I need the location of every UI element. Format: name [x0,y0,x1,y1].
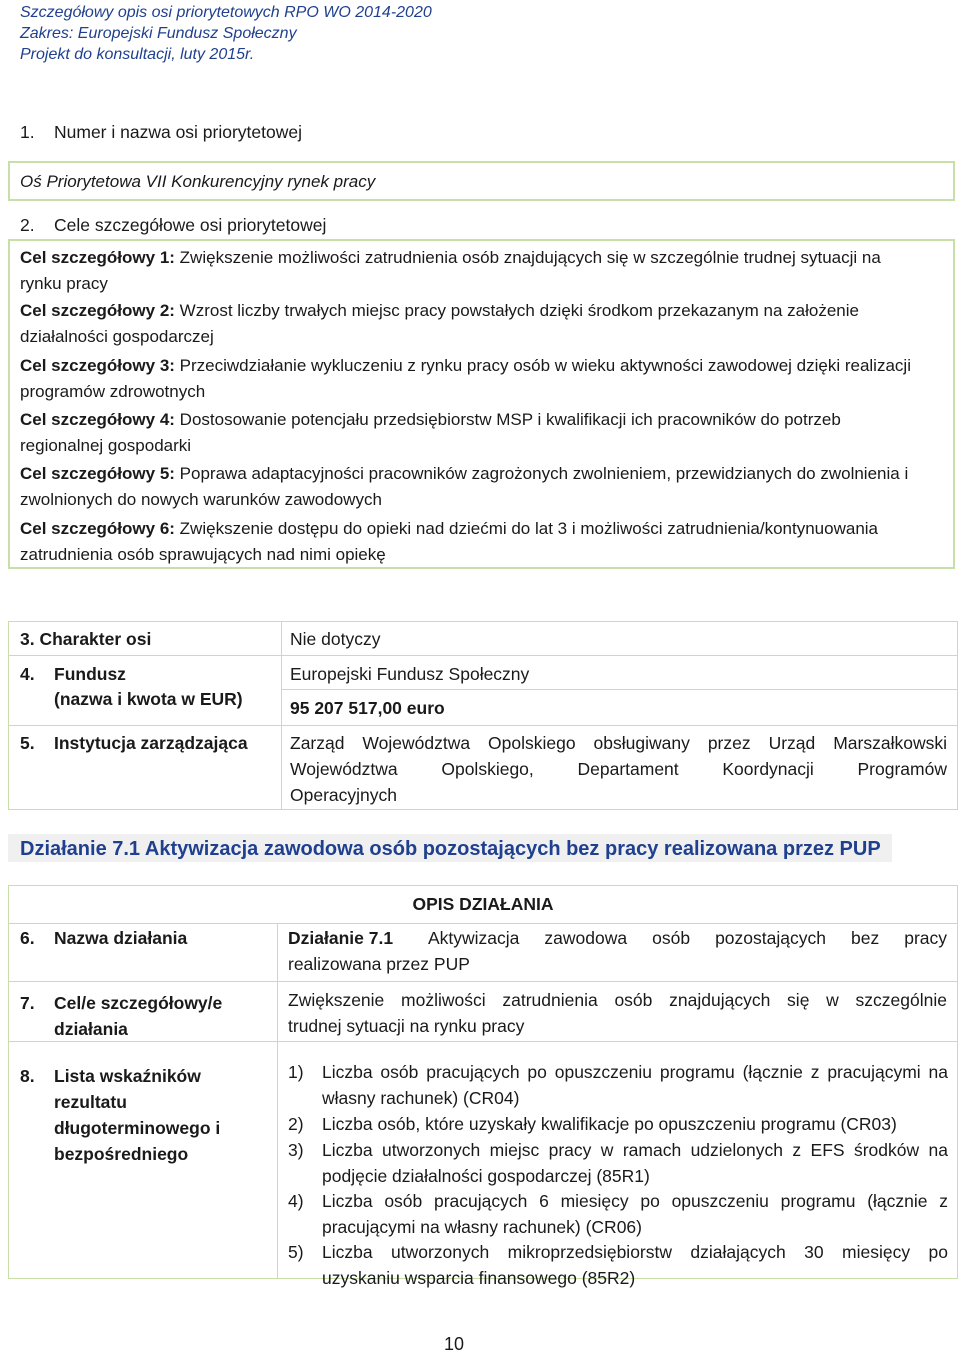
row-7-number: 7. [20,993,35,1013]
indicator-item [288,1137,948,1189]
goal-2 [20,298,920,350]
goal-4-label: Cel szczegółowy 4: [20,410,175,429]
section-4-label-2: (nazwa i kwota w EUR) [54,689,243,709]
row-8-label-1: Lista wskaźników [54,1066,201,1086]
row-6-value-bold: Działanie 7.1 [288,928,394,948]
indicator-text: Liczba osób pracujących po opuszczeniu programu (łącznie z pracującymi na własny rachunek) (CR04) [322,1062,948,1108]
indicator-number: 5) [288,1242,304,1262]
goal-5-label: Cel szczegółowy 5: [20,464,175,483]
row-7-label-2: działania [54,1019,128,1039]
goal-3-label: Cel szczegółowy 3: [20,356,175,375]
section-2-title: Cele szczegółowe osi priorytetowej [54,215,327,235]
dzialanie-title-bar [8,834,892,862]
row-8-label-3: długoterminowego i [54,1118,221,1138]
goal-3-text: Przeciwdziałanie wykluczeniu z rynku pracy osób w wieku aktywności zawodowej dzięki realizacji programów zdrowotnych [20,356,911,401]
goal-1 [20,245,920,297]
fund-amount: 95 207 517,00 euro [290,698,445,718]
goal-5 [20,461,920,513]
row-7-value-line-2: trudnej sytuacji na rynku pracy [288,1016,525,1036]
section-2-heading [20,214,326,236]
goal-6 [20,516,920,568]
section-3-value: Nie dotyczy [290,629,381,649]
header-line-1: Szczegółowy opis osi priorytetowych RPO WO 2014-2020 [20,4,432,21]
row-8-label-4: bezpośredniego [54,1144,189,1164]
indicator-item [288,1239,948,1291]
header-line-3: Projekt do konsultacji, luty 2015r. [20,46,255,63]
indicator-text: Liczba osób, które uzyskały kwalifikacje po opuszczeniu programu (CR03) [322,1114,897,1134]
section-1-value: Oś Priorytetowa VII Konkurencyjny rynek pracy [20,172,376,191]
row-8-number: 8. [20,1066,35,1086]
section-5-line-3: Operacyjnych [290,785,397,805]
section-2-number: 2. [20,215,35,235]
section-4-number: 4. [20,664,35,684]
section-1-heading [20,121,302,143]
page-number: 10 [443,1334,465,1354]
header-line-2: Zakres: Europejski Fundusz Społeczny [20,25,297,42]
indicator-text: Liczba utworzonych mikroprzedsiębiorstw działających 30 miesięcy po uzyskaniu wsparcia finansowego (85R2) [322,1242,948,1288]
section-3-label: 3. Charakter osi [20,629,152,649]
goal-2-label: Cel szczegółowy 2: [20,301,175,320]
goal-4 [20,407,920,459]
indicator-number: 4) [288,1191,304,1211]
indicator-item [288,1188,948,1240]
goal-6-text: Zwiększenie dostępu do opieki nad dziećmi do lat 3 i możliwości zatrudnienia/kontynuowania zatrudnienia osób sprawujących nad nimi opiekę [20,519,878,564]
row-6-value-line-2: realizowana przez PUP [288,954,470,974]
row-6-label: Nazwa działania [54,928,188,948]
section-4-label-1: Fundusz [54,664,126,684]
fund-name: Europejski Fundusz Społeczny [290,664,530,684]
goal-5-text: Poprawa adaptacyjności pracowników zagrożonych zwolnieniem, przewidzianych do zwolnienia i zwolnionych do nowych warunków zawodowych [20,464,909,509]
section-5-line-2: Województwa Opolskiego, Departament Koordynacji Programów [290,759,947,779]
row-7-value-line-1: Zwiększenie możliwości zatrudnienia osób znajdujących się w szczególnie [288,990,947,1010]
goal-3 [20,353,920,405]
indicator-number: 2) [288,1114,304,1134]
dzialanie-title: Działanie 7.1 Aktywizacja zawodowa osób pozostających bez pracy realizowana przez PUP [20,838,881,860]
row-6-number: 6. [20,928,35,948]
indicator-number: 1) [288,1062,304,1082]
indicator-item [288,1059,948,1111]
row-7-label-1: Cel/e szczegółowy/e [54,993,223,1013]
opis-header: OPIS DZIAŁANIA [412,894,554,914]
goal-6-label: Cel szczegółowy 6: [20,519,175,538]
goal-1-label: Cel szczegółowy 1: [20,248,175,267]
goal-1-text: Zwiększenie możliwości zatrudnienia osób znajdujących się w szczególnie trudnej sytuacji na rynku pracy [20,248,881,293]
indicator-item [288,1111,948,1137]
indicator-text: Liczba osób pracujących 6 miesięcy po opuszczeniu programu (łącznie z pracującymi na własny rachunek) (CR06) [322,1191,948,1237]
section-5-number: 5. [20,733,35,753]
section-1-number: 1. [20,122,35,142]
row-8-label-2: rezultatu [54,1092,127,1112]
row-6-value-line-1: Aktywizacja zawodowa osób pozostających bez pracy [428,928,947,948]
section-5-line-1: Zarząd Województwa Opolskiego obsługiwany przez Urząd Marszałkowski [290,733,947,753]
section-5-label: Instytucja zarządzająca [54,733,248,753]
indicator-text: Liczba utworzonych miejsc pracy w ramach udzielonych z EFS środków na podjęcie działalności gospodarczej (85R1) [322,1140,948,1186]
section-1-title: Numer i nazwa osi priorytetowej [54,122,303,142]
goal-2-text: Wzrost liczby trwałych miejsc pracy powstałych dzięki środkom przekazanym na założenie działalności gospodarczej [20,301,859,346]
goal-4-text: Dostosowanie potencjału przedsiębiorstw MSP i kwalifikacji ich pracowników do potrzeb regionalnej gospodarki [20,410,841,455]
document-header [20,2,432,65]
indicator-number: 3) [288,1140,304,1160]
